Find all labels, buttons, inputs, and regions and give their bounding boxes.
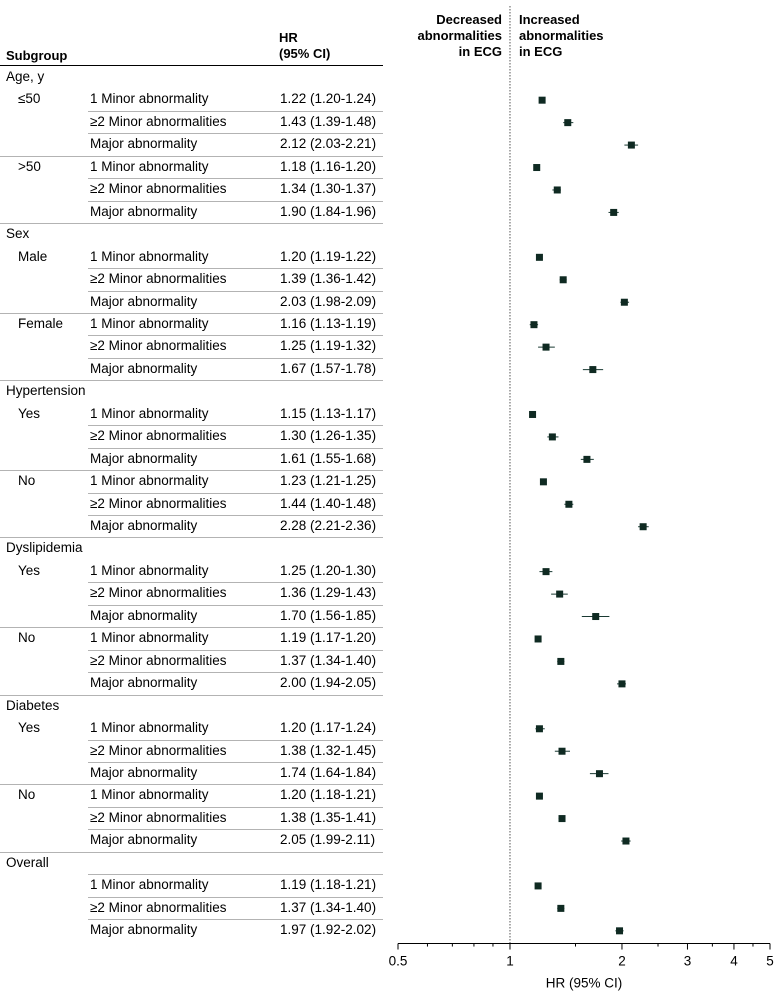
subgroup-header: Subgroup — [6, 48, 68, 63]
hr-point — [557, 905, 564, 912]
category-label: 1 Minor abnormality — [90, 405, 209, 421]
hr-ci-value: 1.20 (1.17-1.24) — [280, 720, 377, 736]
category-label: ≥2 Minor abnormalities — [90, 428, 227, 444]
hr-ci-value: 2.00 (1.94-2.05) — [280, 675, 377, 691]
category-label: 1 Minor abnormality — [90, 787, 209, 803]
category-label: 1 Minor abnormality — [90, 473, 209, 489]
hr-point — [610, 209, 617, 216]
group-label: Sex — [6, 226, 30, 242]
subgroup-label: >50 — [18, 158, 41, 174]
category-label: 1 Minor abnormality — [90, 158, 209, 174]
group-label: Dyslipidemia — [6, 540, 83, 556]
hr-point — [543, 568, 550, 575]
hr-point — [640, 523, 647, 530]
hr-ci-value: 1.37 (1.34-1.40) — [280, 652, 377, 668]
group-label: Hypertension — [6, 383, 86, 399]
hr-point — [554, 186, 561, 193]
category-label: 1 Minor abnormality — [90, 720, 209, 736]
hr-point — [530, 321, 537, 328]
hr-ci-value: 1.34 (1.30-1.37) — [280, 181, 377, 197]
hr-point — [596, 770, 603, 777]
category-label: ≥2 Minor abnormalities — [90, 338, 227, 354]
hr-ci-value: 1.74 (1.64-1.84) — [280, 764, 377, 780]
hr-ci-value: 1.61 (1.55-1.68) — [280, 450, 377, 466]
hr-point — [529, 411, 536, 418]
hr-point — [536, 725, 543, 732]
ci-header: (95% CI) — [279, 46, 331, 61]
category-label: Major abnormality — [90, 518, 198, 533]
group-label: Diabetes — [6, 697, 60, 713]
hr-ci-value: 1.37 (1.34-1.40) — [280, 899, 377, 915]
category-label: ≥2 Minor abnormalities — [90, 809, 227, 825]
hr-ci-value: 1.15 (1.13-1.17) — [280, 405, 377, 421]
hr-ci-value: 1.16 (1.13-1.19) — [280, 315, 377, 331]
category-label: 1 Minor abnormality — [90, 315, 209, 331]
category-label: Major abnormality — [90, 832, 198, 848]
hr-point — [589, 366, 596, 373]
category-label: Major abnormality — [90, 764, 198, 780]
increased-line-2: abnormalities — [519, 28, 604, 43]
subgroup-label: Yes — [18, 405, 41, 421]
hr-point — [583, 456, 590, 463]
category-label: 1 Minor abnormality — [90, 91, 209, 107]
hr-point — [549, 433, 556, 440]
category-label: ≥2 Minor abnormalities — [90, 585, 227, 601]
hr-point — [539, 97, 546, 104]
hr-point — [535, 882, 542, 889]
hr-ci-value: 1.67 (1.57-1.78) — [280, 360, 377, 376]
hr-ci-value: 1.43 (1.39-1.48) — [280, 113, 377, 129]
x-tick-label: 3 — [683, 953, 692, 969]
hr-point — [536, 793, 543, 800]
hr-point — [565, 501, 572, 508]
hr-ci-value: 1.36 (1.29-1.43) — [280, 585, 377, 601]
hr-ci-value: 1.30 (1.26-1.35) — [280, 428, 377, 444]
hr-point — [557, 658, 564, 665]
category-label: ≥2 Minor abnormalities — [90, 181, 227, 197]
hr-point — [621, 299, 628, 306]
hr-point — [535, 635, 542, 642]
subgroup-label: Female — [18, 315, 64, 331]
hr-ci-value: 2.28 (2.21-2.36) — [280, 518, 377, 533]
hr-ci-value: 1.97 (1.92-2.02) — [280, 922, 377, 938]
x-tick-label: 5 — [766, 953, 774, 969]
category-label: 1 Minor abnormality — [90, 630, 209, 646]
hr-ci-value: 1.20 (1.18-1.21) — [280, 787, 377, 803]
category-label: Major abnormality — [90, 203, 198, 219]
increased-line-1: Increased — [519, 12, 580, 27]
hr-ci-value: 2.05 (1.99-2.11) — [280, 832, 376, 848]
hr-ci-value: 1.70 (1.56-1.85) — [280, 607, 377, 623]
increased-line-3: in ECG — [519, 44, 563, 59]
subgroup-label: Yes — [18, 720, 41, 736]
category-label: Major abnormality — [90, 450, 198, 466]
hr-point — [559, 815, 566, 822]
x-tick-label: 1 — [506, 953, 514, 969]
subgroup-label: ≤50 — [18, 91, 41, 107]
category-label: 1 Minor abnormality — [90, 877, 209, 893]
group-label: Age, y — [6, 69, 45, 84]
hr-ci-value: 1.38 (1.32-1.45) — [280, 742, 377, 758]
hr-ci-value: 1.90 (1.84-1.96) — [280, 203, 377, 219]
decreased-line-2: abnormalities — [417, 28, 502, 43]
hr-ci-value: 2.12 (2.03-2.21) — [280, 136, 377, 152]
category-label: ≥2 Minor abnormalities — [90, 742, 227, 758]
hr-point — [533, 164, 540, 171]
category-label: Major abnormality — [90, 293, 198, 309]
hr-point — [592, 613, 599, 620]
hr-ci-value: 1.20 (1.19-1.22) — [280, 248, 377, 264]
category-label: Major abnormality — [90, 360, 198, 376]
hr-ci-value: 1.23 (1.21-1.25) — [280, 473, 377, 489]
group-label: Overall — [6, 854, 49, 870]
hr-ci-value: 2.03 (1.98-2.09) — [280, 293, 377, 309]
hr-point — [616, 927, 623, 934]
hr-point — [628, 142, 635, 149]
hr-point — [543, 344, 550, 351]
hr-point — [618, 680, 625, 687]
category-label: ≥2 Minor abnormalities — [90, 652, 227, 668]
category-label: ≥2 Minor abnormalities — [90, 495, 227, 511]
category-label: Major abnormality — [90, 607, 198, 623]
category-label: ≥2 Minor abnormalities — [90, 271, 227, 287]
hr-point — [560, 276, 567, 283]
x-tick-label: 0.5 — [388, 953, 408, 969]
category-label: Major abnormality — [90, 136, 198, 152]
subgroup-label: Yes — [18, 562, 41, 578]
hr-ci-value: 1.25 (1.20-1.30) — [280, 562, 377, 578]
hr-point — [540, 478, 547, 485]
subgroup-label: Male — [18, 248, 48, 264]
hr-point — [536, 254, 543, 261]
hr-header: HR — [279, 30, 298, 45]
category-label: 1 Minor abnormality — [90, 248, 209, 264]
category-label: Major abnormality — [90, 922, 198, 938]
decreased-line-1: Decreased — [436, 12, 502, 27]
hr-point — [622, 838, 629, 845]
hr-ci-value: 1.44 (1.40-1.48) — [280, 495, 377, 511]
category-label: Major abnormality — [90, 675, 198, 691]
x-tick-label: 4 — [730, 953, 738, 969]
subgroup-label: No — [18, 630, 36, 646]
hr-ci-value: 1.19 (1.18-1.21) — [280, 877, 377, 893]
hr-point — [559, 748, 566, 755]
hr-ci-value: 1.22 (1.20-1.24) — [280, 91, 377, 107]
hr-ci-value: 1.39 (1.36-1.42) — [280, 271, 377, 287]
subgroup-label: No — [18, 787, 36, 803]
hr-ci-value: 1.18 (1.16-1.20) — [280, 158, 377, 174]
hr-ci-value: 1.38 (1.35-1.41) — [280, 809, 377, 825]
category-label: 1 Minor abnormality — [90, 562, 209, 578]
hr-point — [556, 591, 563, 598]
hr-point — [564, 119, 571, 126]
subgroup-label: No — [18, 473, 36, 489]
decreased-line-3: in ECG — [458, 44, 502, 59]
category-label: ≥2 Minor abnormalities — [90, 899, 227, 915]
hr-ci-value: 1.25 (1.19-1.32) — [280, 338, 377, 354]
hr-ci-value: 1.19 (1.17-1.20) — [280, 630, 377, 646]
x-axis-label: HR (95% CI) — [545, 975, 623, 991]
category-label: ≥2 Minor abnormalities — [90, 113, 227, 129]
x-tick-label: 2 — [618, 953, 626, 969]
